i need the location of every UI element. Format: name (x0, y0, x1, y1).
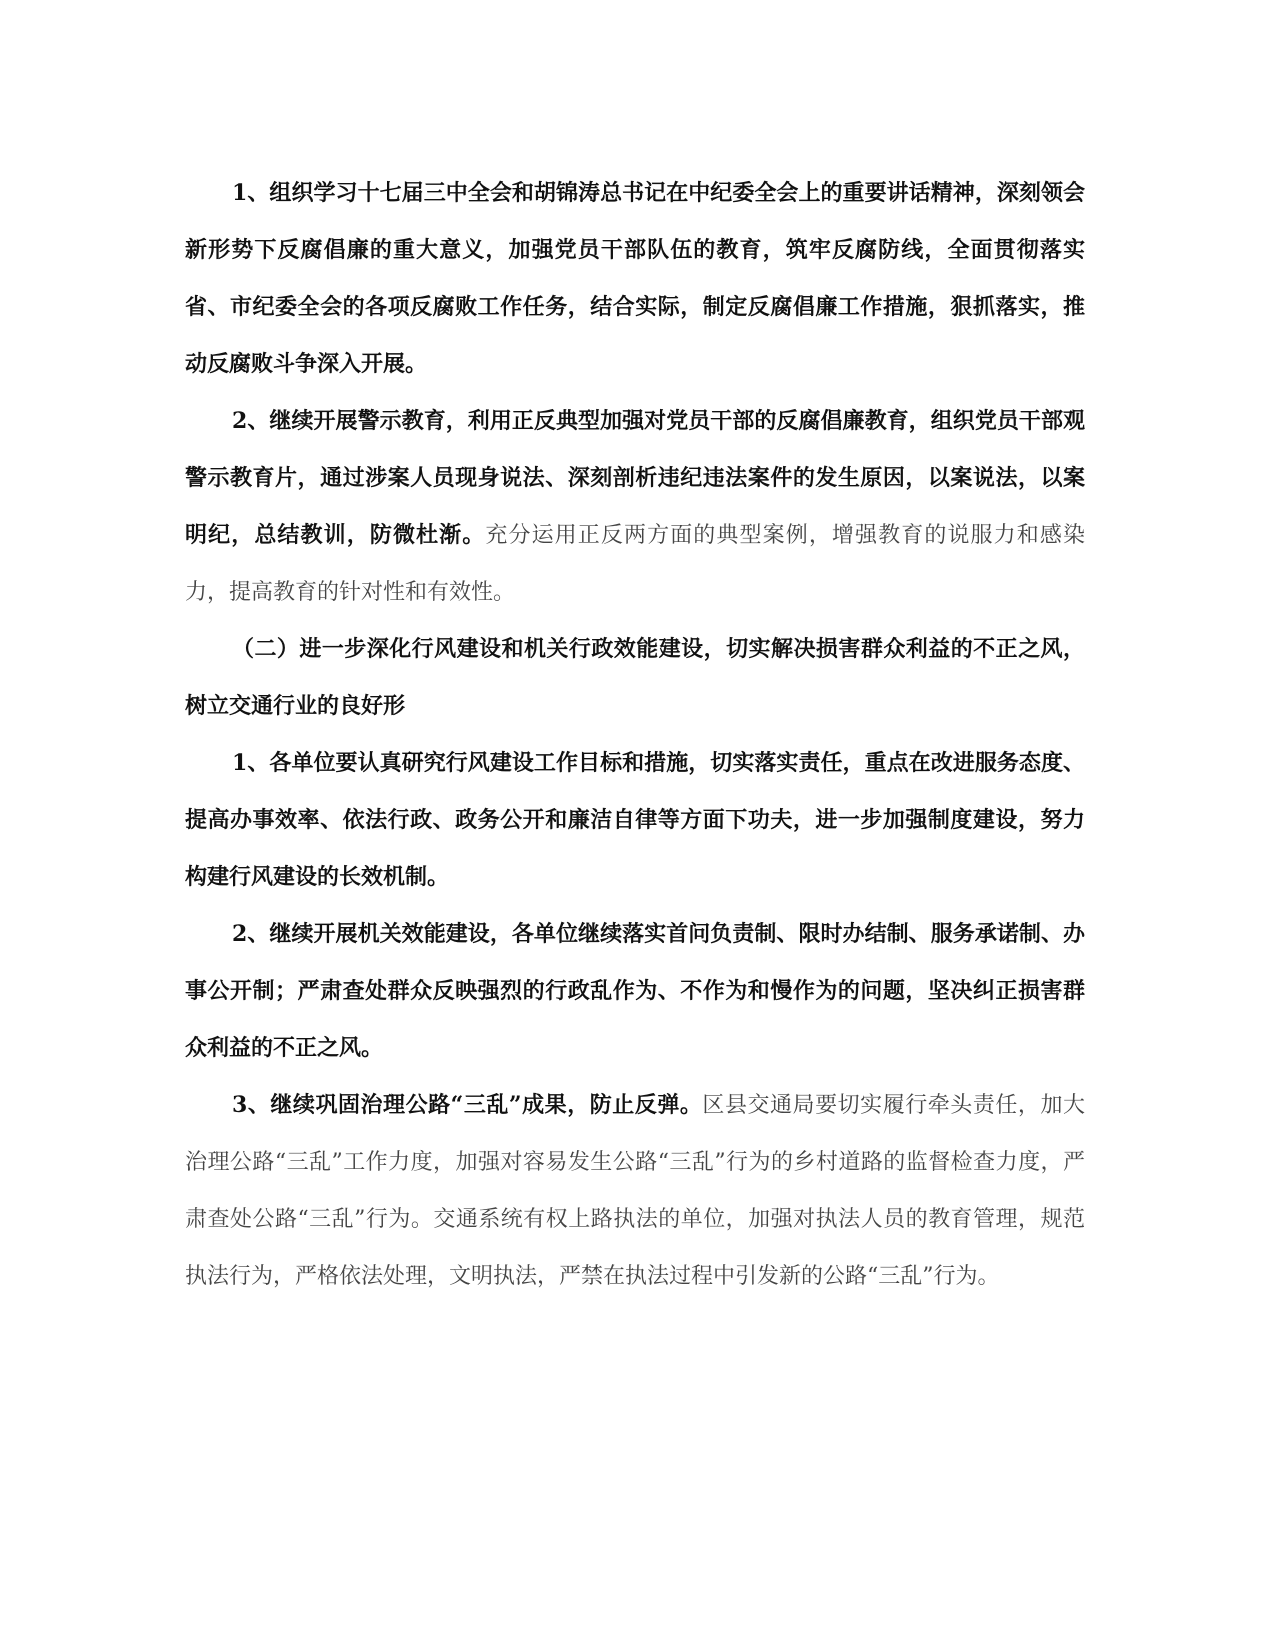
paragraph-3-bold-text: 1、各单位要认真研究行风建设工作目标和措施，切实落实责任，重点在改进服务态度、提高办事效率、依法行政、政务公开和廉洁自律等方面下功夫，进一步加强制度建设，努力构建行风建设的长效机制。 (185, 750, 1085, 890)
document-page (185, 165, 1085, 1305)
section-heading-2-bold-text: （二）进一步深化行风建设和机关行政效能建设，切实解决损害群众利益的不正之风，树立交通行业的良好形 (185, 636, 1085, 719)
section-heading-2 (185, 621, 1085, 735)
paragraph-2-text: 充分运用正反两方面的典型案例，增强教育的说服力和感染力，提高教育的针对性和有效性。 (185, 523, 1085, 605)
paragraph-2-bold-text: 2、继续开展警示教育，利用正反典型加强对党员干部的反腐倡廉教育，组织党员干部观警示教育片，通过涉案人员现身说法、深刻剖析违纪违法案件的发生原因，以案说法，以案明纪，总结教训，防微杜渐。 (185, 408, 1085, 548)
paragraph-1 (185, 165, 1085, 393)
paragraph-4 (185, 906, 1085, 1077)
paragraph-2 (185, 393, 1085, 621)
paragraph-5 (185, 1077, 1085, 1305)
paragraph-4-bold-text: 2、继续开展机关效能建设，各单位继续落实首问负责制、限时办结制、服务承诺制、办事公开制；严肃查处群众反映强烈的行政乱作为、不作为和慢作为的问题，坚决纠正损害群众利益的不正之风。 (185, 921, 1085, 1061)
paragraph-3 (185, 735, 1085, 906)
paragraph-5-bold-text: 3、继续巩固治理公路“三乱”成果，防止反弹。 (232, 1092, 703, 1118)
paragraph-5-text: 区县交通局要切实履行牵头责任，加大治理公路“三乱”工作力度，加强对容易发生公路“三乱”行为的乡村道路的监督检查力度，严肃查处公路“三乱”行为。交通系统有权上路执法的单位，加强对执法人员的教育管理，规范执法行为，严格依法处理，文明执法，严禁在执法过程中引发新的公路“三乱”行为。 (185, 1093, 1085, 1289)
paragraph-1-bold-text: 1、组织学习十七届三中全会和胡锦涛总书记在中纪委全会上的重要讲话精神，深刻领会新形势下反腐倡廉的重大意义，加强党员干部队伍的教育，筑牢反腐防线，全面贯彻落实省、市纪委全会的各项反腐败工作任务，结合实际，制定反腐倡廉工作措施，狠抓落实，推动反腐败斗争深入开展。 (185, 180, 1085, 377)
